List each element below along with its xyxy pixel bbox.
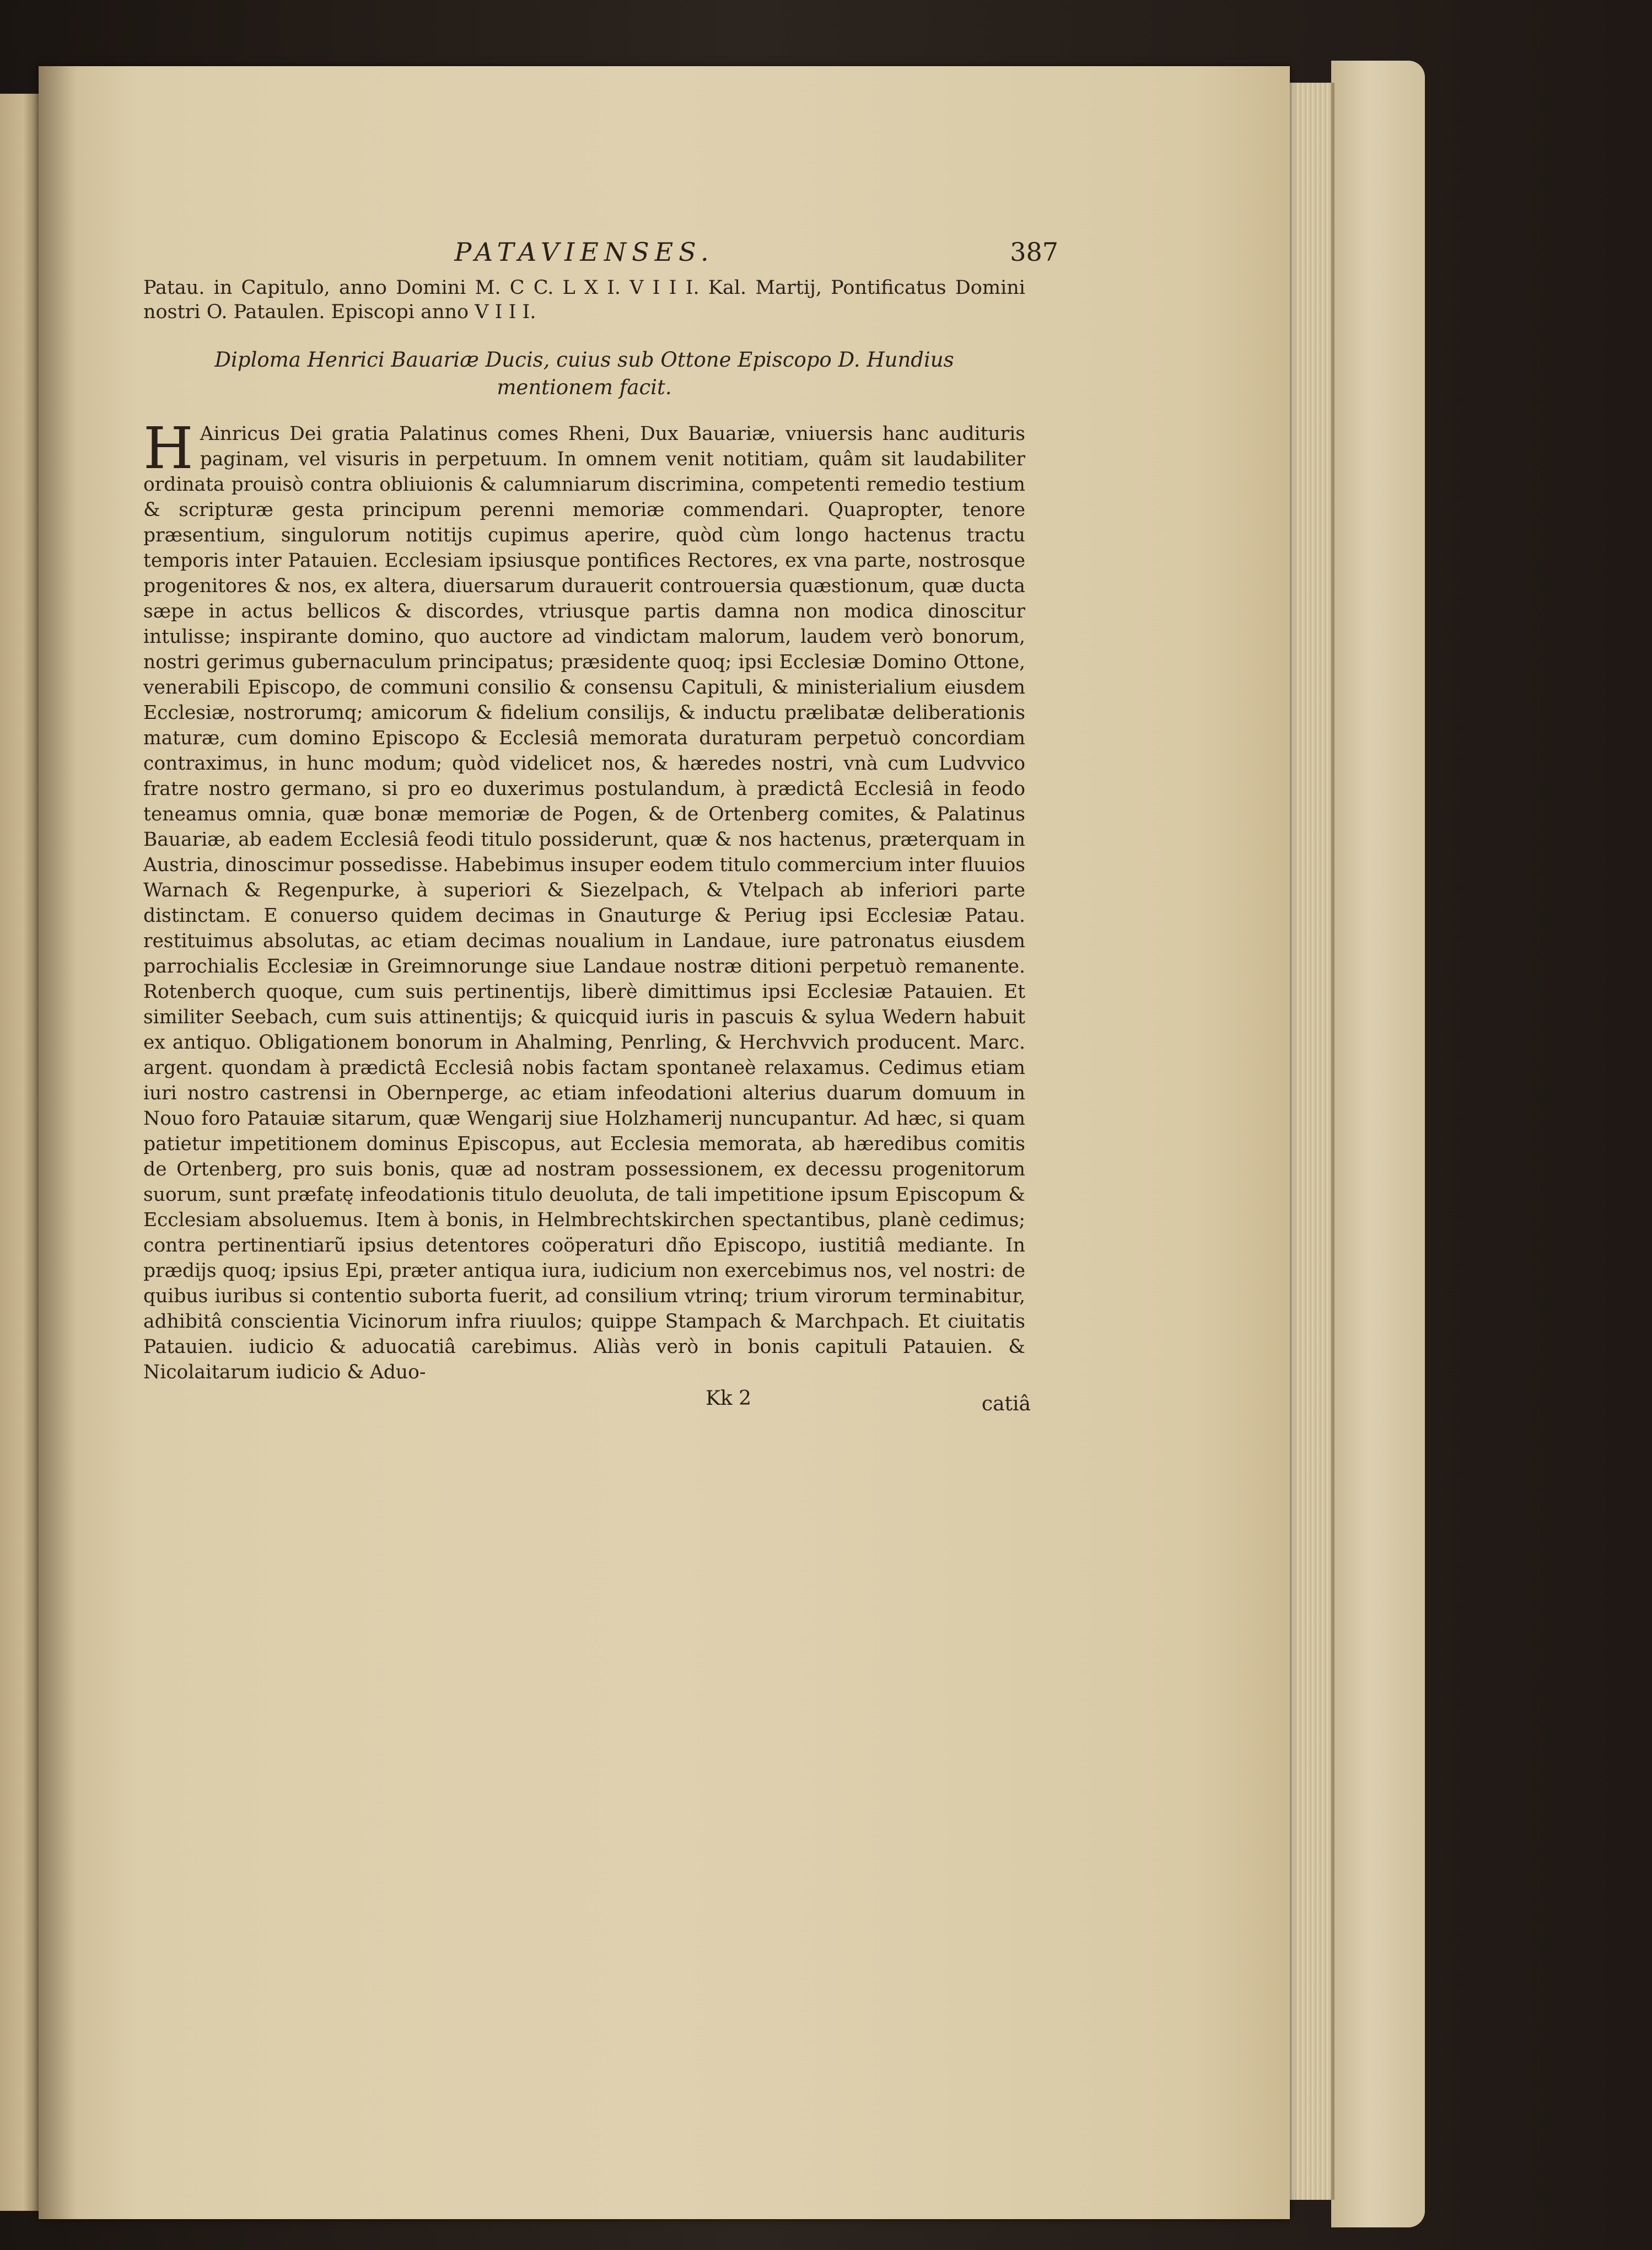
charter-body-text: Ainricus Dei gratia Palatinus comes Rheni, Dux Bauariæ, vniuersis hanc audituris paginam, vel visuris in perpetuum. In omnem venit notitiam, quâm sit laudabiliter ordinata prouisò contra obliuionis & calumniarum discrimina, competenti remedio testium & scripturæ gesta principum perenni memoriæ commendari. Quapropter, tenore præsentium, singulorum notitijs cupimus aperire, quòd cùm longo hactenus tractu temporis inter Patauien. Ecclesiam ipsiusque pontifices Rectores, ex vna parte, nostrosque progenitores & nos, ex altera, diuersarum durauerit controuersia quæstionum, quæ ducta sæpe in actus bellicos & discordes, vtriusque partis damna non modica dinoscitur intulisse; inspirante domino, quo auctore ad vindictam malorum, laudem verò bonorum, nostri gerimus gubernaculum principatus; præsidente quoq; ipsi Ecclesiæ Domino Ottone, venerabili Episcopo, de communi consilio & consensu Capituli, & ministerialium eiusdem Ecclesiæ, nostrorumq; amicorum & fidelium consilijs, & inductu prælibatæ deliberationis maturæ, cum domino Episcopo & Ecclesiâ memorata duraturam perpetuò concordiam contraximus, in hunc modum; quòd videlicet nos, & hæredes nostri, vnà cum Ludvvico fratre nostro germano, si pro eo duxerimus postulandum, à prædictâ Ecclesiâ in feodo teneamus omnia, quæ bonæ memoriæ de Pogen, & de Ortenberg comites, & Palatinus Bauariæ, ab eadem Ecclesiâ feodi titulo possiderunt, quæ & nos hactenus, præterquam in Austria, dinoscimur possedisse. Habebimus insuper eodem titulo commercium inter fluuios Warnach & Regenpurke, à superiori & Siezelpach, & Vtelpach ab inferiori parte distinctam. E conuerso quidem decimas in Gnauturge & Periug ipsi Ecclesiæ Patau. restituimus absolutas, ac etiam decimas noualium in Landaue, iure patronatus eiusdem parrochialis Ecclesiæ in Greimnorunge siue Landaue nostræ ditioni perpetuò remanente. Rotenberch quoque, cum suis pertinentijs, liberè dimittimus ipsi Ecclesiæ Patauien. Et similiter Seebach, cum suis attinentijs; & quicquid iuris in pascuis & sylua Wedern habuit ex antiquo. Obligationem bonorum in Ahalming, Penrling, & Herchvvich producent. Marc. argent. quondam à prædictâ Ecclesiâ nobis factam spontaneè relaxamus. Cedimus etiam iuri nostro castrensi in Obernperge, ac etiam infeodationi alterius duarum domuum in Nouo foro Patauiæ sitarum, quæ Wengarij siue Holzhamerij nuncupantur. Ad hæc, si quam patietur impetitionem dominus Episcopus, aut Ecclesia memorata, ab hæredibus comitis de Ortenberg, pro suis bonis, quæ ad nostram possessionem, ex decessu progenitorum suorum, sunt præfatę infeodationis titulo deuoluta, de tali impetitione ipsum Episcopum & Ecclesiam absoluemus. Item à bonis, in Helmbrechtskirchen spectantibus, planè cedimus; contra pertinentiarũ ipsius detentores coöperaturi dño Episcopo, iustitiâ mediante. In prædijs quoq; ipsius Epi, præter antiqua iura, iudicium non exercebimus nos, vel nostri: de quibus iuribus si contentio suborta fuerit, ad consilium vtrinq; trium virorum terminabitur, adhibitâ conscientia Vicinorum infra riuulos; quippe Stampach & Marchpach. Et ciuitatis Patauien. iudicio & aduocatiâ carebimus. Aliàs verò in bonis capituli Patauien. & Nicolaitarum iudicio & Aduo-	[143, 423, 1025, 1383]
dating-clause: Patau. in Capitulo, anno Domini M. C C. L X I. V I I I. Kal. Martij, Pontificatus Domini nostri O. Pataulen. Episcopi anno V I I I.	[143, 277, 1025, 323]
running-head-title: PATAVIENSES.	[454, 237, 714, 267]
page-number: 387	[1010, 237, 1058, 267]
drop-cap-initial: H	[143, 415, 193, 482]
gathering-signature: Kk 2	[706, 1387, 752, 1410]
book-cover-edge	[1331, 61, 1425, 2227]
charter-body	[143, 415, 1025, 1385]
catchword: catiâ	[981, 1393, 1031, 1415]
running-head	[143, 237, 1058, 270]
document-heading: Diploma Henrici Bauariæ Ducis, cuius sub Ottone Episcopo D. Hundius mentionem facit.	[214, 348, 954, 399]
page-text-area	[143, 237, 1058, 1415]
left-page-edge	[0, 94, 39, 2211]
page-footer	[143, 1387, 1031, 1415]
